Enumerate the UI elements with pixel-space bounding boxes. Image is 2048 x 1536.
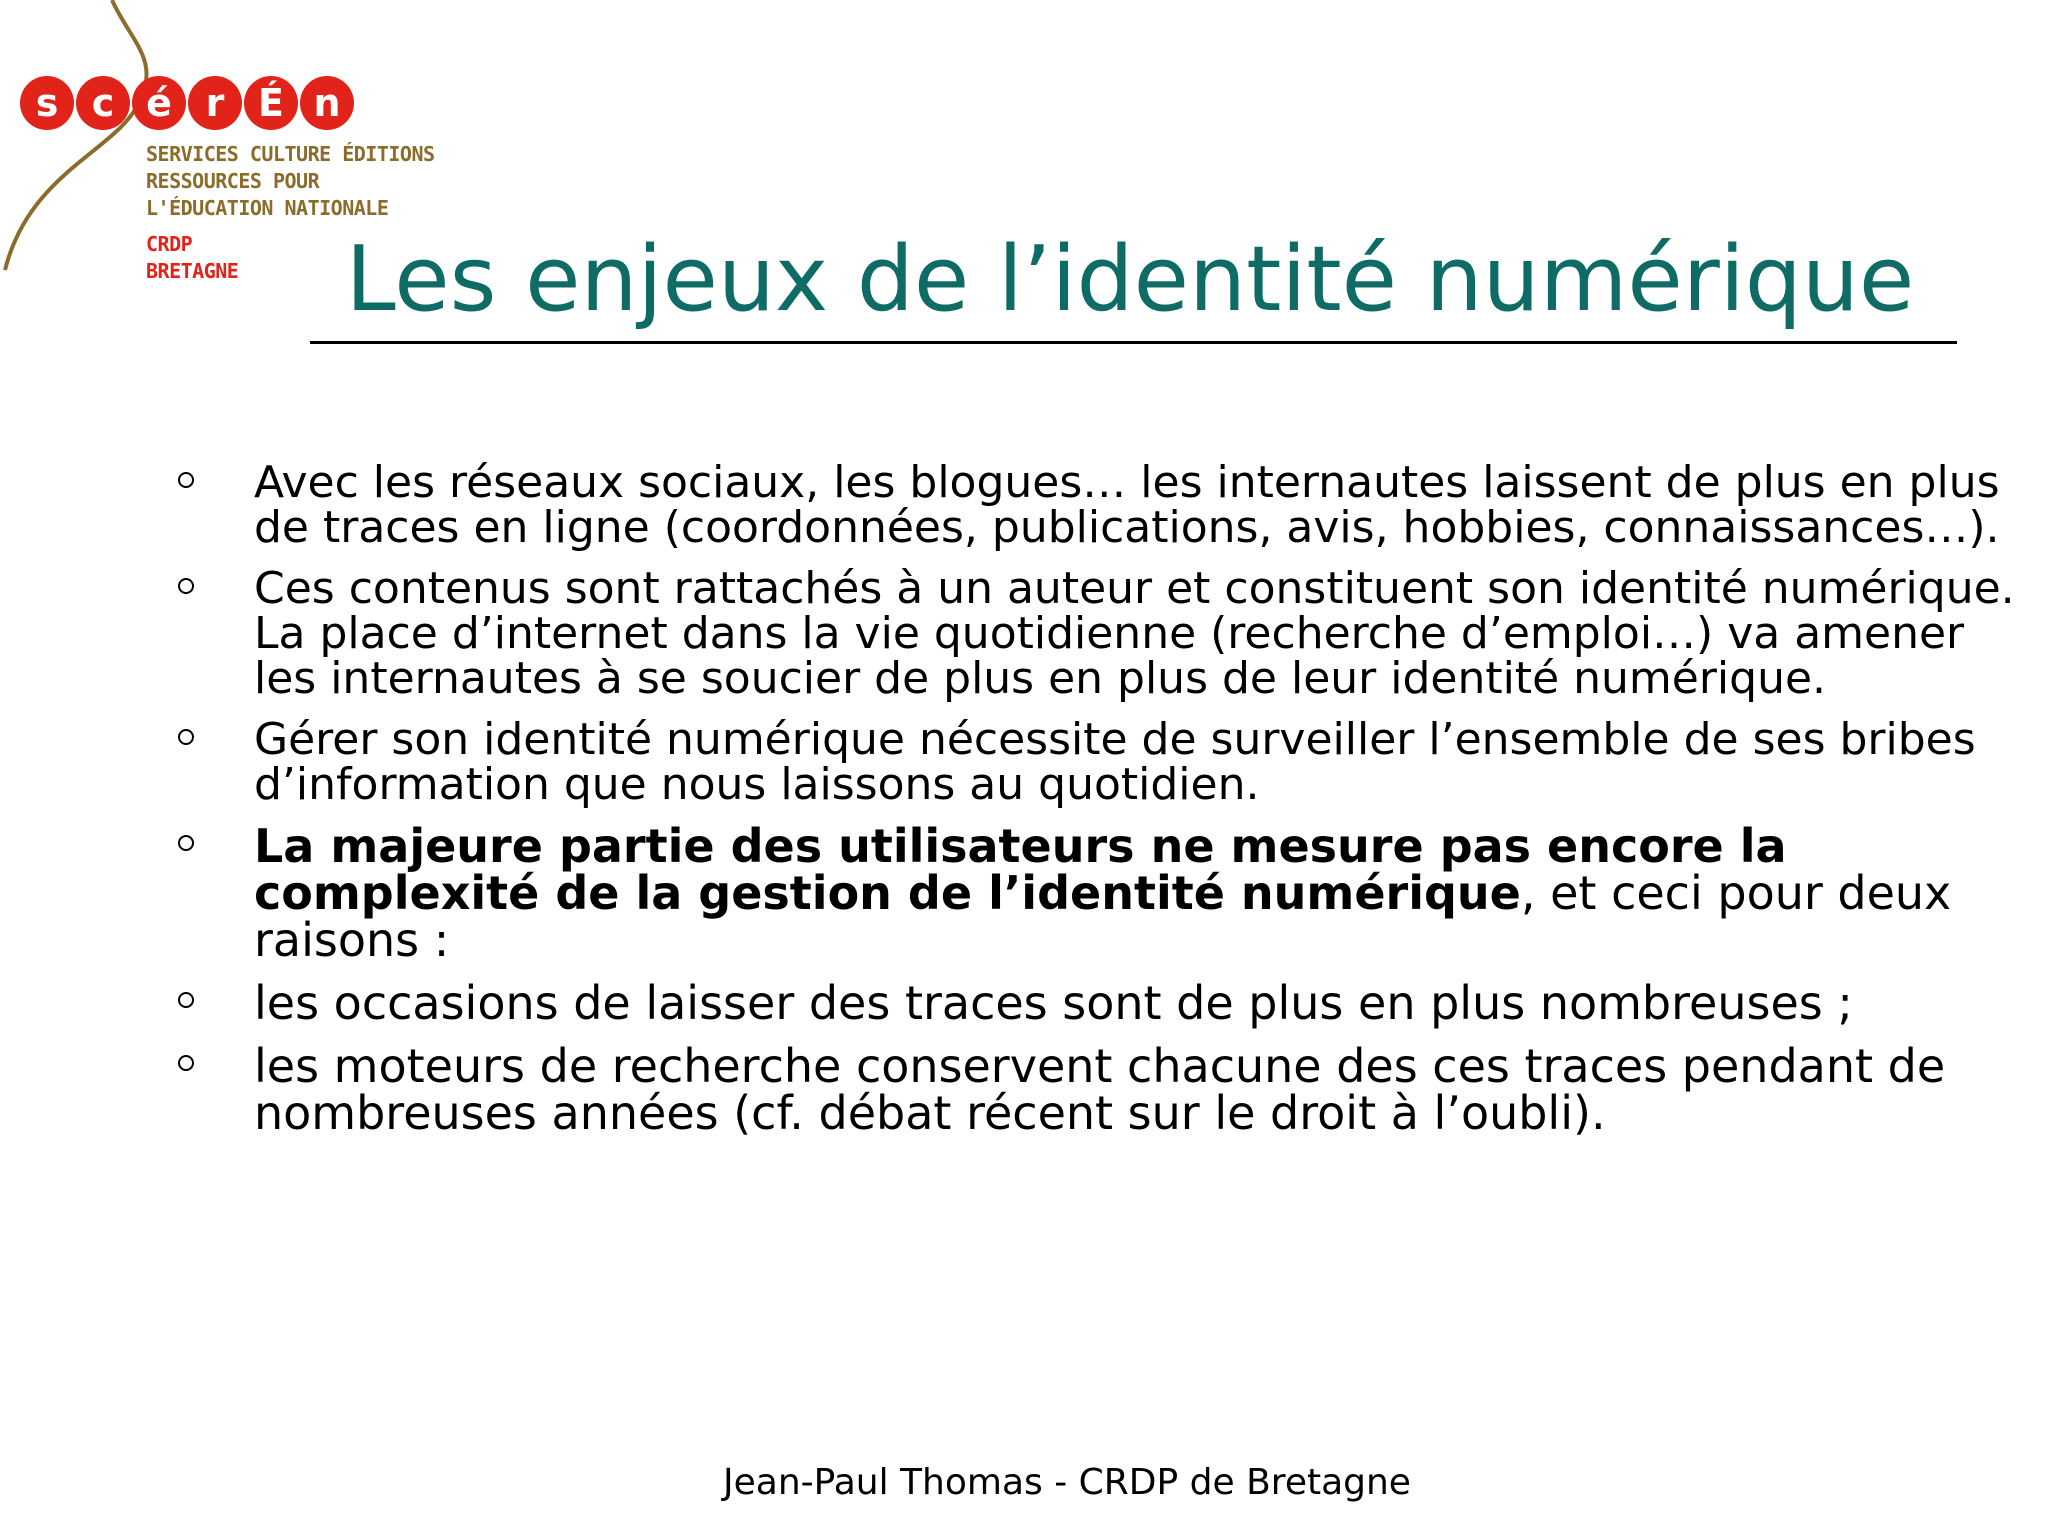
logo-tagline-1: SERVICES CULTURE ÉDITIONS: [146, 142, 435, 166]
slide-footer: Jean-Paul Thomas - CRDP de Bretagne: [723, 1462, 1411, 1503]
logo-org-crdp: CRDP: [146, 232, 193, 256]
logo-tagline-2: RESSOURCES POUR: [146, 169, 320, 193]
logo-letter: É: [244, 76, 298, 130]
bullet-text: Gérer son identité numérique nécessite de surveiller l’ensemble de ses bribes d’information que nous laissons au quotidien.: [254, 714, 1976, 810]
bullet-text: les occasions de laisser des traces sont de plus en plus nombreuses ;: [254, 976, 1853, 1030]
bullet-bold-text: La majeure partie des utilisateurs ne mesure pas encore la complexité de la gestion de l’identité numérique: [254, 819, 1787, 920]
bullet-text: les moteurs de recherche conservent chacune des ces traces pendant de nombreuses années (cf. débat récent sur le droit à l’oubli).: [254, 1039, 1946, 1140]
logo-org-region: BRETAGNE: [146, 259, 239, 283]
bullet-text: Ces contenus sont rattachés à un auteur et constituent son identité numérique. La place d’internet dans la vie quotidienne (recherche d’emploi…) va amener les internautes à se soucier de plus en plus de leur identité numérique.: [254, 563, 2015, 704]
bullet-circle-icon: [178, 472, 194, 488]
logo-letter: s: [20, 76, 74, 130]
bullet-item: [170, 714, 2040, 810]
bullet-item: [170, 819, 2040, 967]
slide-title: Les enjeux de l’identité numérique: [345, 227, 1915, 332]
bullet-item: [170, 976, 2040, 1030]
logo-letter: n: [300, 76, 354, 130]
bullet-text: , et ceci pour deux raisons :: [254, 866, 1952, 967]
bullet-item: [170, 563, 2040, 704]
bullet-text: Avec les réseaux sociaux, les blogues… les internautes laissent de plus en plus de traces en ligne (coordonnées, publications, avis, hobbies, connaissances…).: [254, 457, 2000, 553]
logo-tagline-3: L'ÉDUCATION NATIONALE: [146, 196, 389, 220]
bullet-circle-icon: [178, 578, 194, 594]
bullet-circle-icon: [178, 1055, 194, 1071]
bullet-item: [170, 1039, 2040, 1140]
bullet-circle-icon: [178, 835, 194, 851]
bullet-list: [170, 457, 2040, 1153]
bullet-circle-icon: [178, 729, 194, 745]
logo-letters: [20, 76, 354, 130]
title-underline: [310, 341, 1957, 344]
logo-letter: é: [132, 76, 186, 130]
bullet-item: [170, 457, 2040, 553]
logo-letter: r: [188, 76, 242, 130]
bullet-circle-icon: [178, 992, 194, 1008]
logo-letter: c: [76, 76, 130, 130]
